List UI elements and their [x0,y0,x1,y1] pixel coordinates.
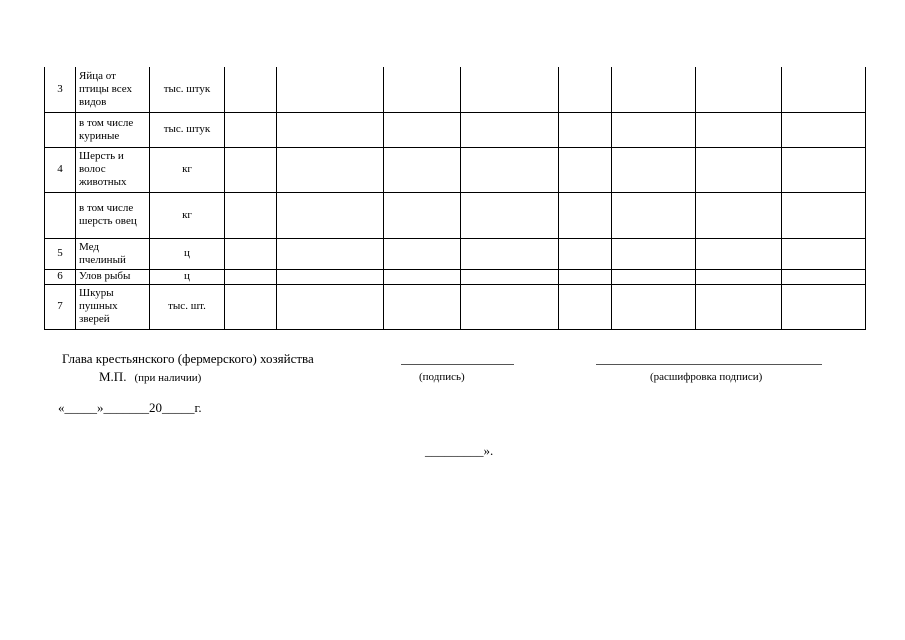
row-unit: ц [150,238,225,269]
empty-cell[interactable] [461,192,559,238]
empty-cell[interactable] [461,112,559,147]
empty-cell[interactable] [277,192,384,238]
empty-cell[interactable] [612,147,696,192]
empty-cell[interactable] [696,112,782,147]
mp-note: (при наличии) [134,372,202,384]
empty-cell[interactable] [696,238,782,269]
empty-cell[interactable] [384,284,461,329]
table-row [45,147,866,192]
empty-cell[interactable] [225,147,277,192]
empty-cell[interactable] [461,284,559,329]
empty-cell[interactable] [612,238,696,269]
row-name: в том числе куриные [76,112,150,147]
empty-cell[interactable] [461,147,559,192]
empty-cell[interactable] [612,192,696,238]
empty-cell[interactable] [612,284,696,329]
row-name: Яйца от птицы всех видов [76,67,150,112]
empty-cell[interactable] [225,269,277,284]
signature-caption: (подпись) [419,371,465,383]
empty-cell[interactable] [277,147,384,192]
empty-cell[interactable] [461,269,559,284]
empty-cell[interactable] [559,67,612,112]
row-name: в том числе шерсть овец [76,192,150,238]
empty-cell[interactable] [384,238,461,269]
row-unit: ц [150,269,225,284]
row-name: Шкуры пушных зверей [76,284,150,329]
empty-cell[interactable] [782,269,866,284]
empty-cell[interactable] [782,238,866,269]
row-unit: тыс. штук [150,112,225,147]
row-number [45,112,76,147]
empty-cell[interactable] [277,269,384,284]
empty-cell[interactable] [225,67,277,112]
row-name: Мед пчелиный [76,238,150,269]
empty-cell[interactable] [696,147,782,192]
empty-cell[interactable] [225,192,277,238]
row-unit: тыс. штук [150,67,225,112]
row-number: 5 [45,238,76,269]
empty-cell[interactable] [559,112,612,147]
table-row [45,192,866,238]
empty-cell[interactable] [559,192,612,238]
empty-cell[interactable] [782,112,866,147]
row-number: 4 [45,147,76,192]
decryption-caption: (расшифровка подписи) [650,371,763,383]
empty-cell[interactable] [782,284,866,329]
decryption-line [596,364,822,365]
table-row [45,284,866,329]
empty-cell[interactable] [559,284,612,329]
empty-cell[interactable] [384,192,461,238]
row-name: Шерсть и волос животных [76,147,150,192]
mp-label: М.П. (при наличии) [99,369,202,384]
empty-cell[interactable] [612,269,696,284]
empty-cell[interactable] [461,238,559,269]
empty-cell[interactable] [384,112,461,147]
date-line: «_____»_______20_____г. [58,400,202,415]
empty-cell[interactable] [277,112,384,147]
empty-cell[interactable] [225,238,277,269]
row-unit: кг [150,192,225,238]
head-title: Глава крестьянского (фермерского) хозяйства [62,351,314,366]
empty-cell[interactable] [559,269,612,284]
empty-cell[interactable] [384,269,461,284]
empty-cell[interactable] [782,192,866,238]
empty-cell[interactable] [384,67,461,112]
empty-cell[interactable] [225,112,277,147]
row-number: 7 [45,284,76,329]
empty-cell[interactable] [277,284,384,329]
table-row [45,269,866,284]
empty-cell[interactable] [384,147,461,192]
empty-cell[interactable] [612,67,696,112]
empty-cell[interactable] [559,238,612,269]
closing-text: _________». [425,443,494,458]
signature-line [401,364,514,365]
row-number [45,192,76,238]
data-table [44,67,866,330]
empty-cell[interactable] [696,67,782,112]
row-number: 3 [45,67,76,112]
empty-cell[interactable] [461,67,559,112]
table-row [45,238,866,269]
empty-cell[interactable] [696,284,782,329]
row-unit: тыс. шт. [150,284,225,329]
row-name: Улов рыбы [76,269,150,284]
empty-cell[interactable] [225,284,277,329]
empty-cell[interactable] [696,192,782,238]
empty-cell[interactable] [782,147,866,192]
empty-cell[interactable] [782,67,866,112]
empty-cell[interactable] [277,238,384,269]
table-row [45,112,866,147]
empty-cell[interactable] [277,67,384,112]
row-unit: кг [150,147,225,192]
table-row [45,67,866,112]
empty-cell[interactable] [612,112,696,147]
empty-cell[interactable] [696,269,782,284]
empty-cell[interactable] [559,147,612,192]
row-number: 6 [45,269,76,284]
